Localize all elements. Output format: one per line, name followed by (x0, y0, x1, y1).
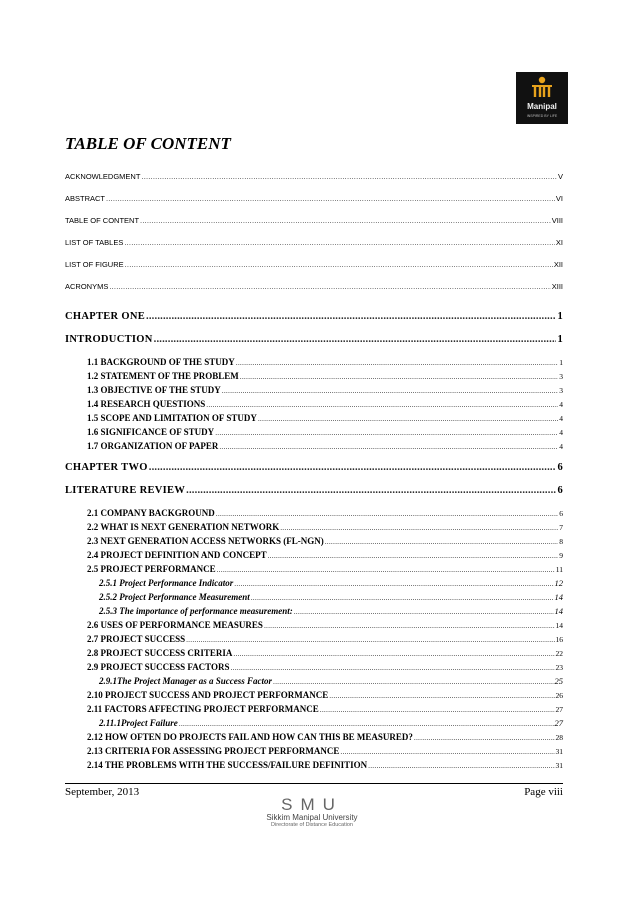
toc-entry[interactable] (65, 606, 563, 620)
toc-entry[interactable] (65, 282, 563, 304)
toc-entry-label: 2.5.1 Project Performance Indicator (99, 578, 234, 588)
toc-entry-label: CHAPTER ONE (65, 311, 146, 322)
toc-entry-page: 12 (554, 578, 563, 588)
table-of-contents (65, 172, 563, 774)
toc-entry-page: 6 (559, 509, 563, 518)
toc-entry-page: 28 (555, 733, 563, 742)
toc-entry-label: 2.13 CRITERIA FOR ASSESSING PROJECT PERFORMANCE (87, 746, 340, 756)
toc-dot-leader (179, 719, 554, 728)
toc-dot-leader (219, 442, 558, 451)
toc-spacer (65, 455, 563, 462)
toc-entry-page: 27 (554, 718, 563, 728)
toc-entry-page: 14 (555, 621, 563, 630)
toc-entry-label: 2.11.1Project Failure (99, 718, 178, 728)
toc-entry[interactable] (65, 385, 563, 399)
toc-entry-page: 27 (555, 705, 563, 714)
logo-name: Manipal (527, 102, 557, 111)
toc-entry-page: 14 (554, 592, 563, 602)
toc-entry-label: 2.10 PROJECT SUCCESS AND PROJECT PERFORMANCE (87, 690, 329, 700)
toc-entry-page: XIII (551, 282, 563, 291)
toc-entry[interactable] (65, 334, 563, 357)
toc-dot-leader (149, 462, 557, 473)
toc-entry[interactable] (65, 427, 563, 441)
toc-entry-page: 6 (557, 485, 563, 496)
toc-dot-leader (124, 238, 555, 247)
toc-entry-page: XI (555, 238, 563, 247)
toc-dot-leader (320, 705, 555, 714)
toc-entry-page: 31 (555, 747, 563, 756)
toc-dot-leader (109, 282, 550, 291)
toc-entry[interactable] (65, 704, 563, 718)
toc-entry[interactable] (65, 399, 563, 413)
toc-entry-label: 1.5 SCOPE AND LIMITATION OF STUDY (87, 413, 257, 423)
toc-entry-page: 9 (559, 551, 563, 560)
toc-dot-leader (240, 372, 558, 381)
toc-entry[interactable] (65, 311, 563, 334)
toc-entry-page: 16 (555, 635, 563, 644)
toc-entry-label: ACRONYMS (65, 282, 109, 291)
smu-logo (232, 795, 392, 828)
toc-entry-label: 1.6 SIGNIFICANCE OF STUDY (87, 427, 215, 437)
toc-dot-leader (294, 607, 554, 616)
toc-entry[interactable] (65, 592, 563, 606)
toc-entry-label: 2.4 PROJECT DEFINITION AND CONCEPT (87, 550, 267, 560)
toc-entry-page: 4 (559, 428, 563, 437)
toc-dot-leader (125, 260, 553, 269)
toc-dot-leader (414, 733, 555, 742)
toc-entry[interactable] (65, 216, 563, 238)
toc-entry[interactable] (65, 238, 563, 260)
toc-entry-page: XII (553, 260, 563, 269)
toc-dot-leader (186, 485, 556, 496)
toc-entry[interactable] (65, 718, 563, 732)
toc-entry-page: 8 (559, 537, 563, 546)
toc-entry[interactable] (65, 260, 563, 282)
toc-dot-leader (264, 621, 555, 630)
toc-dot-leader (325, 537, 559, 546)
toc-dot-leader (141, 172, 557, 181)
toc-entry[interactable] (65, 578, 563, 592)
toc-entry-label: 2.5.2 Project Performance Measurement (99, 592, 250, 602)
toc-entry[interactable] (65, 462, 563, 485)
toc-entry[interactable] (65, 508, 563, 522)
toc-entry-label: CHAPTER TWO (65, 462, 148, 473)
toc-entry-label: ACKNOWLEDGMENT (65, 172, 141, 181)
footer-rule (65, 783, 563, 784)
toc-dot-leader (216, 509, 559, 518)
toc-dot-leader (186, 635, 554, 644)
toc-entry-page: 22 (555, 649, 563, 658)
toc-entry-page: 3 (559, 372, 563, 381)
toc-dot-leader (140, 216, 551, 225)
toc-entry-page: 23 (555, 663, 563, 672)
toc-dot-leader (236, 358, 558, 367)
toc-dot-leader (231, 663, 555, 672)
smu-directorate: Directorate of Distance Education (271, 822, 353, 828)
toc-entry-label: 1.4 RESEARCH QUESTIONS (87, 399, 206, 409)
toc-entry[interactable] (65, 172, 563, 194)
toc-entry[interactable] (65, 690, 563, 704)
toc-entry-label: INTRODUCTION (65, 334, 153, 345)
toc-entry-label: ABSTRACT (65, 194, 106, 203)
toc-dot-leader (268, 551, 559, 560)
toc-entry[interactable] (65, 662, 563, 676)
toc-entry-label: 2.12 HOW OFTEN DO PROJECTS FAIL AND HOW CAN THIS BE MEASURED? (87, 732, 413, 742)
toc-dot-leader (146, 311, 556, 322)
toc-entry-page: 31 (555, 761, 563, 770)
toc-entry[interactable] (65, 441, 563, 455)
manipal-logo (516, 72, 568, 124)
toc-entry[interactable] (65, 413, 563, 427)
toc-entry-label: 2.6 USES OF PERFORMANCE MEASURES (87, 620, 263, 630)
toc-dot-leader (206, 400, 558, 409)
toc-entry[interactable] (65, 371, 563, 385)
toc-entry-label: 2.5.3 The importance of performance measurement: (99, 606, 293, 616)
toc-entry[interactable] (65, 194, 563, 216)
toc-dot-leader (280, 523, 558, 532)
toc-entry[interactable] (65, 676, 563, 690)
toc-entry-label: 2.11 FACTORS AFFECTING PROJECT PERFORMANCE (87, 704, 319, 714)
toc-entry-label: TABLE OF CONTENT (65, 216, 140, 225)
toc-entry-label: 2.9 PROJECT SUCCESS FACTORS (87, 662, 230, 672)
toc-entry-label: 2.14 THE PROBLEMS WITH THE SUCCESS/FAILURE DEFINITION (87, 760, 368, 770)
toc-entry-label: 2.2 WHAT IS NEXT GENERATION NETWORK (87, 522, 280, 532)
toc-entry-label: 1.2 STATEMENT OF THE PROBLEM (87, 371, 239, 381)
toc-entry[interactable] (65, 620, 563, 634)
toc-entry-label: 1.7 ORGANIZATION OF PAPER (87, 441, 219, 451)
toc-entry-page: 4 (559, 442, 563, 451)
page-title: TABLE OF CONTENT (65, 134, 231, 153)
toc-dot-leader (234, 579, 553, 588)
toc-entry-page: 4 (559, 400, 563, 409)
toc-dot-leader (329, 691, 554, 700)
toc-entry-label: LIST OF TABLES (65, 238, 124, 247)
toc-entry[interactable] (65, 522, 563, 536)
toc-entry-page: 4 (559, 414, 563, 423)
toc-entry[interactable] (65, 732, 563, 746)
toc-entry-page: 3 (559, 386, 563, 395)
toc-entry-page: 25 (554, 676, 563, 686)
toc-entry-page: 14 (554, 606, 563, 616)
toc-entry-label: LIST OF FIGURE (65, 260, 124, 269)
toc-entry[interactable] (65, 357, 563, 371)
toc-dot-leader (106, 194, 555, 203)
toc-entry[interactable] (65, 634, 563, 648)
toc-entry-label: 1.3 OBJECTIVE OF THE STUDY (87, 385, 221, 395)
toc-entry-label: 2.1 COMPANY BACKGROUND (87, 508, 215, 518)
toc-dot-leader (233, 649, 554, 658)
toc-entry[interactable] (65, 564, 563, 578)
toc-entry-page: 1 (557, 334, 563, 345)
toc-entry-label: 2.9.1The Project Manager as a Success Factor (99, 676, 272, 686)
toc-dot-leader (273, 677, 554, 686)
toc-entry-page: V (557, 172, 563, 181)
toc-spacer (65, 304, 563, 311)
toc-dot-leader (368, 761, 554, 770)
toc-entry-page: VI (555, 194, 563, 203)
toc-entry-page: 1 (557, 311, 563, 322)
toc-entry-page: 7 (559, 523, 563, 532)
toc-entry[interactable] (65, 746, 563, 760)
toc-entry-page: VIII (551, 216, 563, 225)
toc-dot-leader (340, 747, 554, 756)
toc-dot-leader (222, 386, 558, 395)
toc-entry[interactable] (65, 550, 563, 564)
footer-page-number: Page viii (524, 786, 563, 798)
footer-date: September, 2013 (65, 786, 140, 798)
toc-dot-leader (251, 593, 554, 602)
toc-entry[interactable] (65, 536, 563, 550)
toc-dot-leader (215, 428, 558, 437)
manipal-logo-icon (530, 76, 554, 98)
toc-entry-label: 2.7 PROJECT SUCCESS (87, 634, 186, 644)
toc-entry-label: LITERATURE REVIEW (65, 485, 186, 496)
toc-entry-label: 1.1 BACKGROUND OF THE STUDY (87, 357, 235, 367)
toc-dot-leader (217, 565, 555, 574)
toc-dot-leader (258, 414, 558, 423)
smu-university-name: Sikkim Manipal University (266, 813, 358, 822)
toc-entry-page: 6 (557, 462, 563, 473)
toc-entry-page: 26 (555, 691, 563, 700)
toc-entry[interactable] (65, 648, 563, 662)
toc-entry[interactable] (65, 760, 563, 774)
toc-entry-page: 11 (555, 565, 563, 574)
toc-entry-page: 1 (559, 358, 563, 367)
smu-abbr: SMU (281, 795, 343, 814)
logo-tagline: INSPIRED BY LIFE (526, 114, 558, 118)
toc-entry-label: 2.8 PROJECT SUCCESS CRITERIA (87, 648, 233, 658)
toc-entry-label: 2.5 PROJECT PERFORMANCE (87, 564, 216, 574)
toc-entry[interactable] (65, 485, 563, 508)
toc-dot-leader (154, 334, 557, 345)
toc-entry-label: 2.3 NEXT GENERATION ACCESS NETWORKS (FL-NGN) (87, 536, 324, 546)
